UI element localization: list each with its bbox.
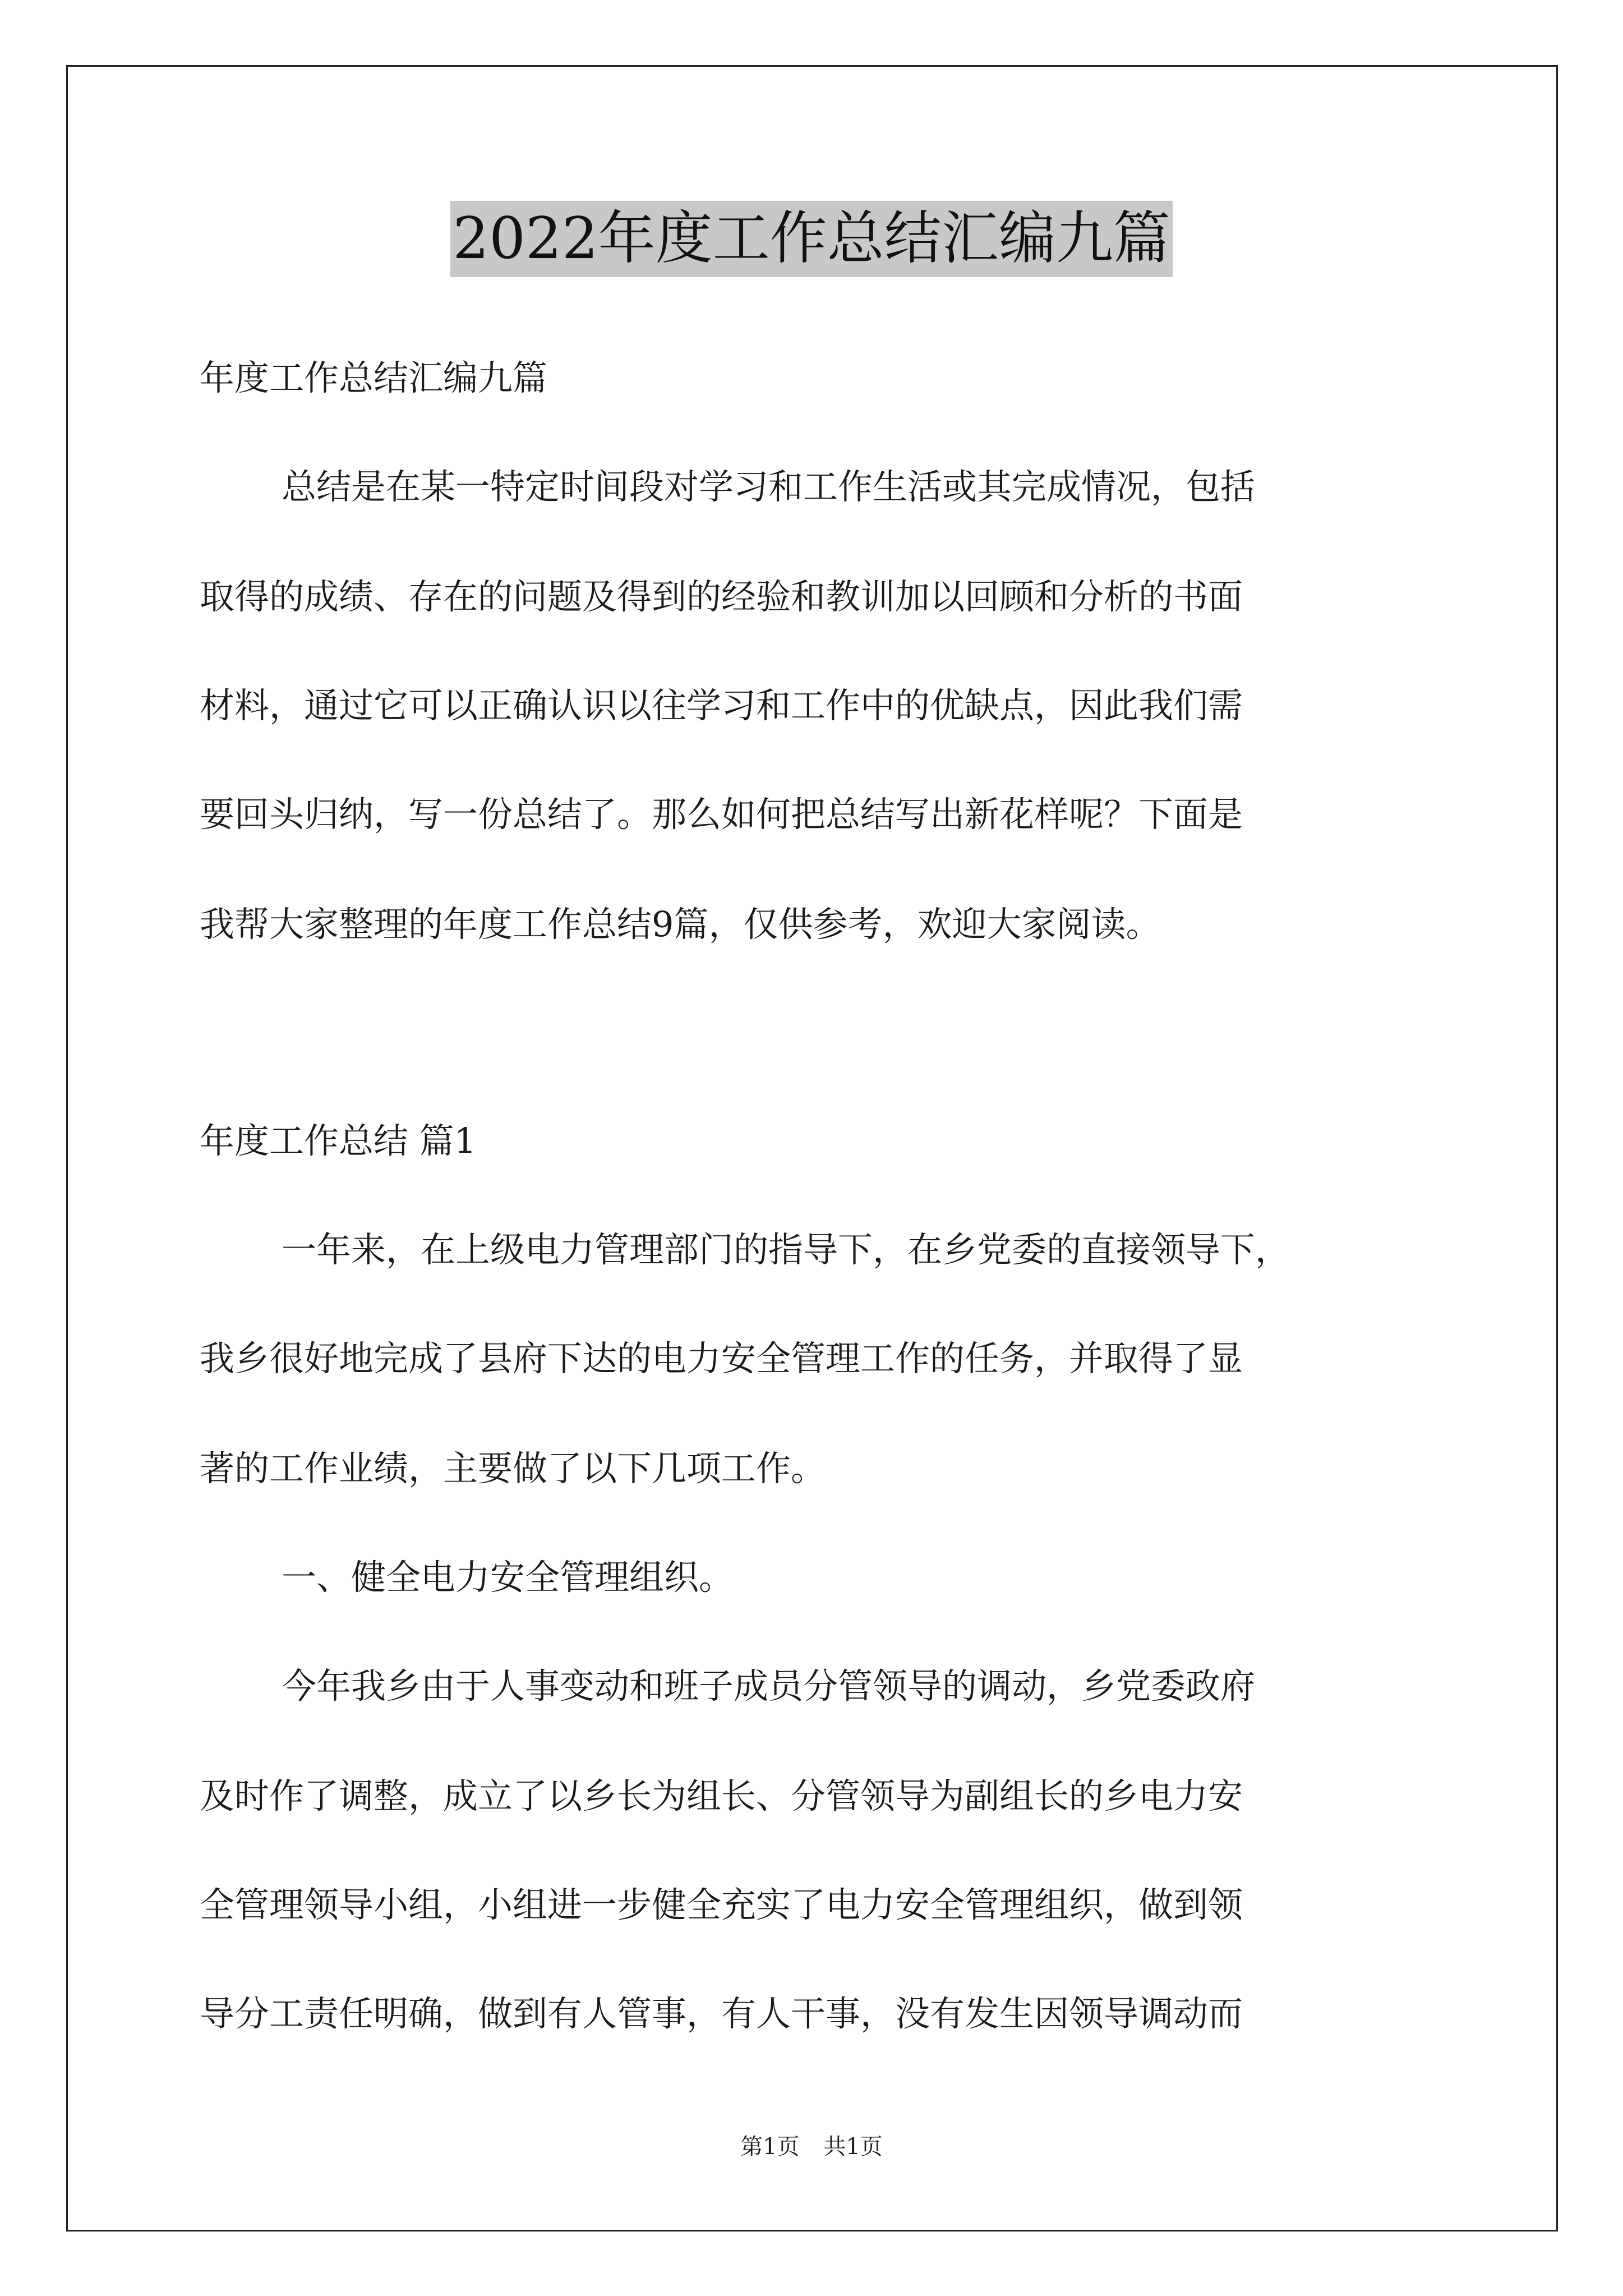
section-heading: 年度工作总结 篇1	[200, 1120, 477, 1161]
subsection-heading: 一、健全电力安全管理组织。	[282, 1557, 734, 1598]
page-footer: 第1页 共1页	[740, 2134, 883, 2160]
paragraph-line: 材料，通过它可以正确认识以往学习和工作中的优缺点，因此我们需	[200, 685, 1243, 726]
paragraph-line: 今年我乡由于人事变动和班子成员分管领导的调动，乡党委政府	[282, 1665, 1256, 1706]
paragraph-line: 全管理领导小组，小组进一步健全充实了电力安全管理组织，做到领	[200, 1884, 1243, 1925]
paragraph-line: 要回头归纳，写一份总结了。那么如何把总结写出新花样呢？下面是	[200, 794, 1243, 835]
paragraph-line: 我乡很好地完成了县府下达的电力安全管理工作的任务，并取得了显	[200, 1338, 1243, 1379]
paragraph-line: 一年来，在上级电力管理部门的指导下，在乡党委的直接领导下，	[282, 1229, 1290, 1270]
title-container	[0, 201, 1623, 277]
paragraph-line: 我帮大家整理的年度工作总结9篇，仅供参考，欢迎大家阅读。	[200, 904, 1161, 945]
paragraph-line: 取得的成绩、存在的问题及得到的经验和教训加以回顾和分析的书面	[200, 576, 1243, 617]
subtitle-line: 年度工作总结汇编九篇	[200, 357, 548, 398]
paragraph-line: 及时作了调整，成立了以乡长为组长、分管领导为副组长的乡电力安	[200, 1775, 1243, 1816]
paragraph-line: 总结是在某一特定时间段对学习和工作生活或其完成情况，包括	[282, 466, 1256, 507]
paragraph-line: 著的工作业绩，主要做了以下几项工作。	[200, 1448, 826, 1489]
document-title: 2022年度工作总结汇编九篇	[450, 201, 1173, 277]
paragraph-line: 导分工责任明确，做到有人管事，有人干事，没有发生因领导调动而	[200, 1993, 1243, 2034]
